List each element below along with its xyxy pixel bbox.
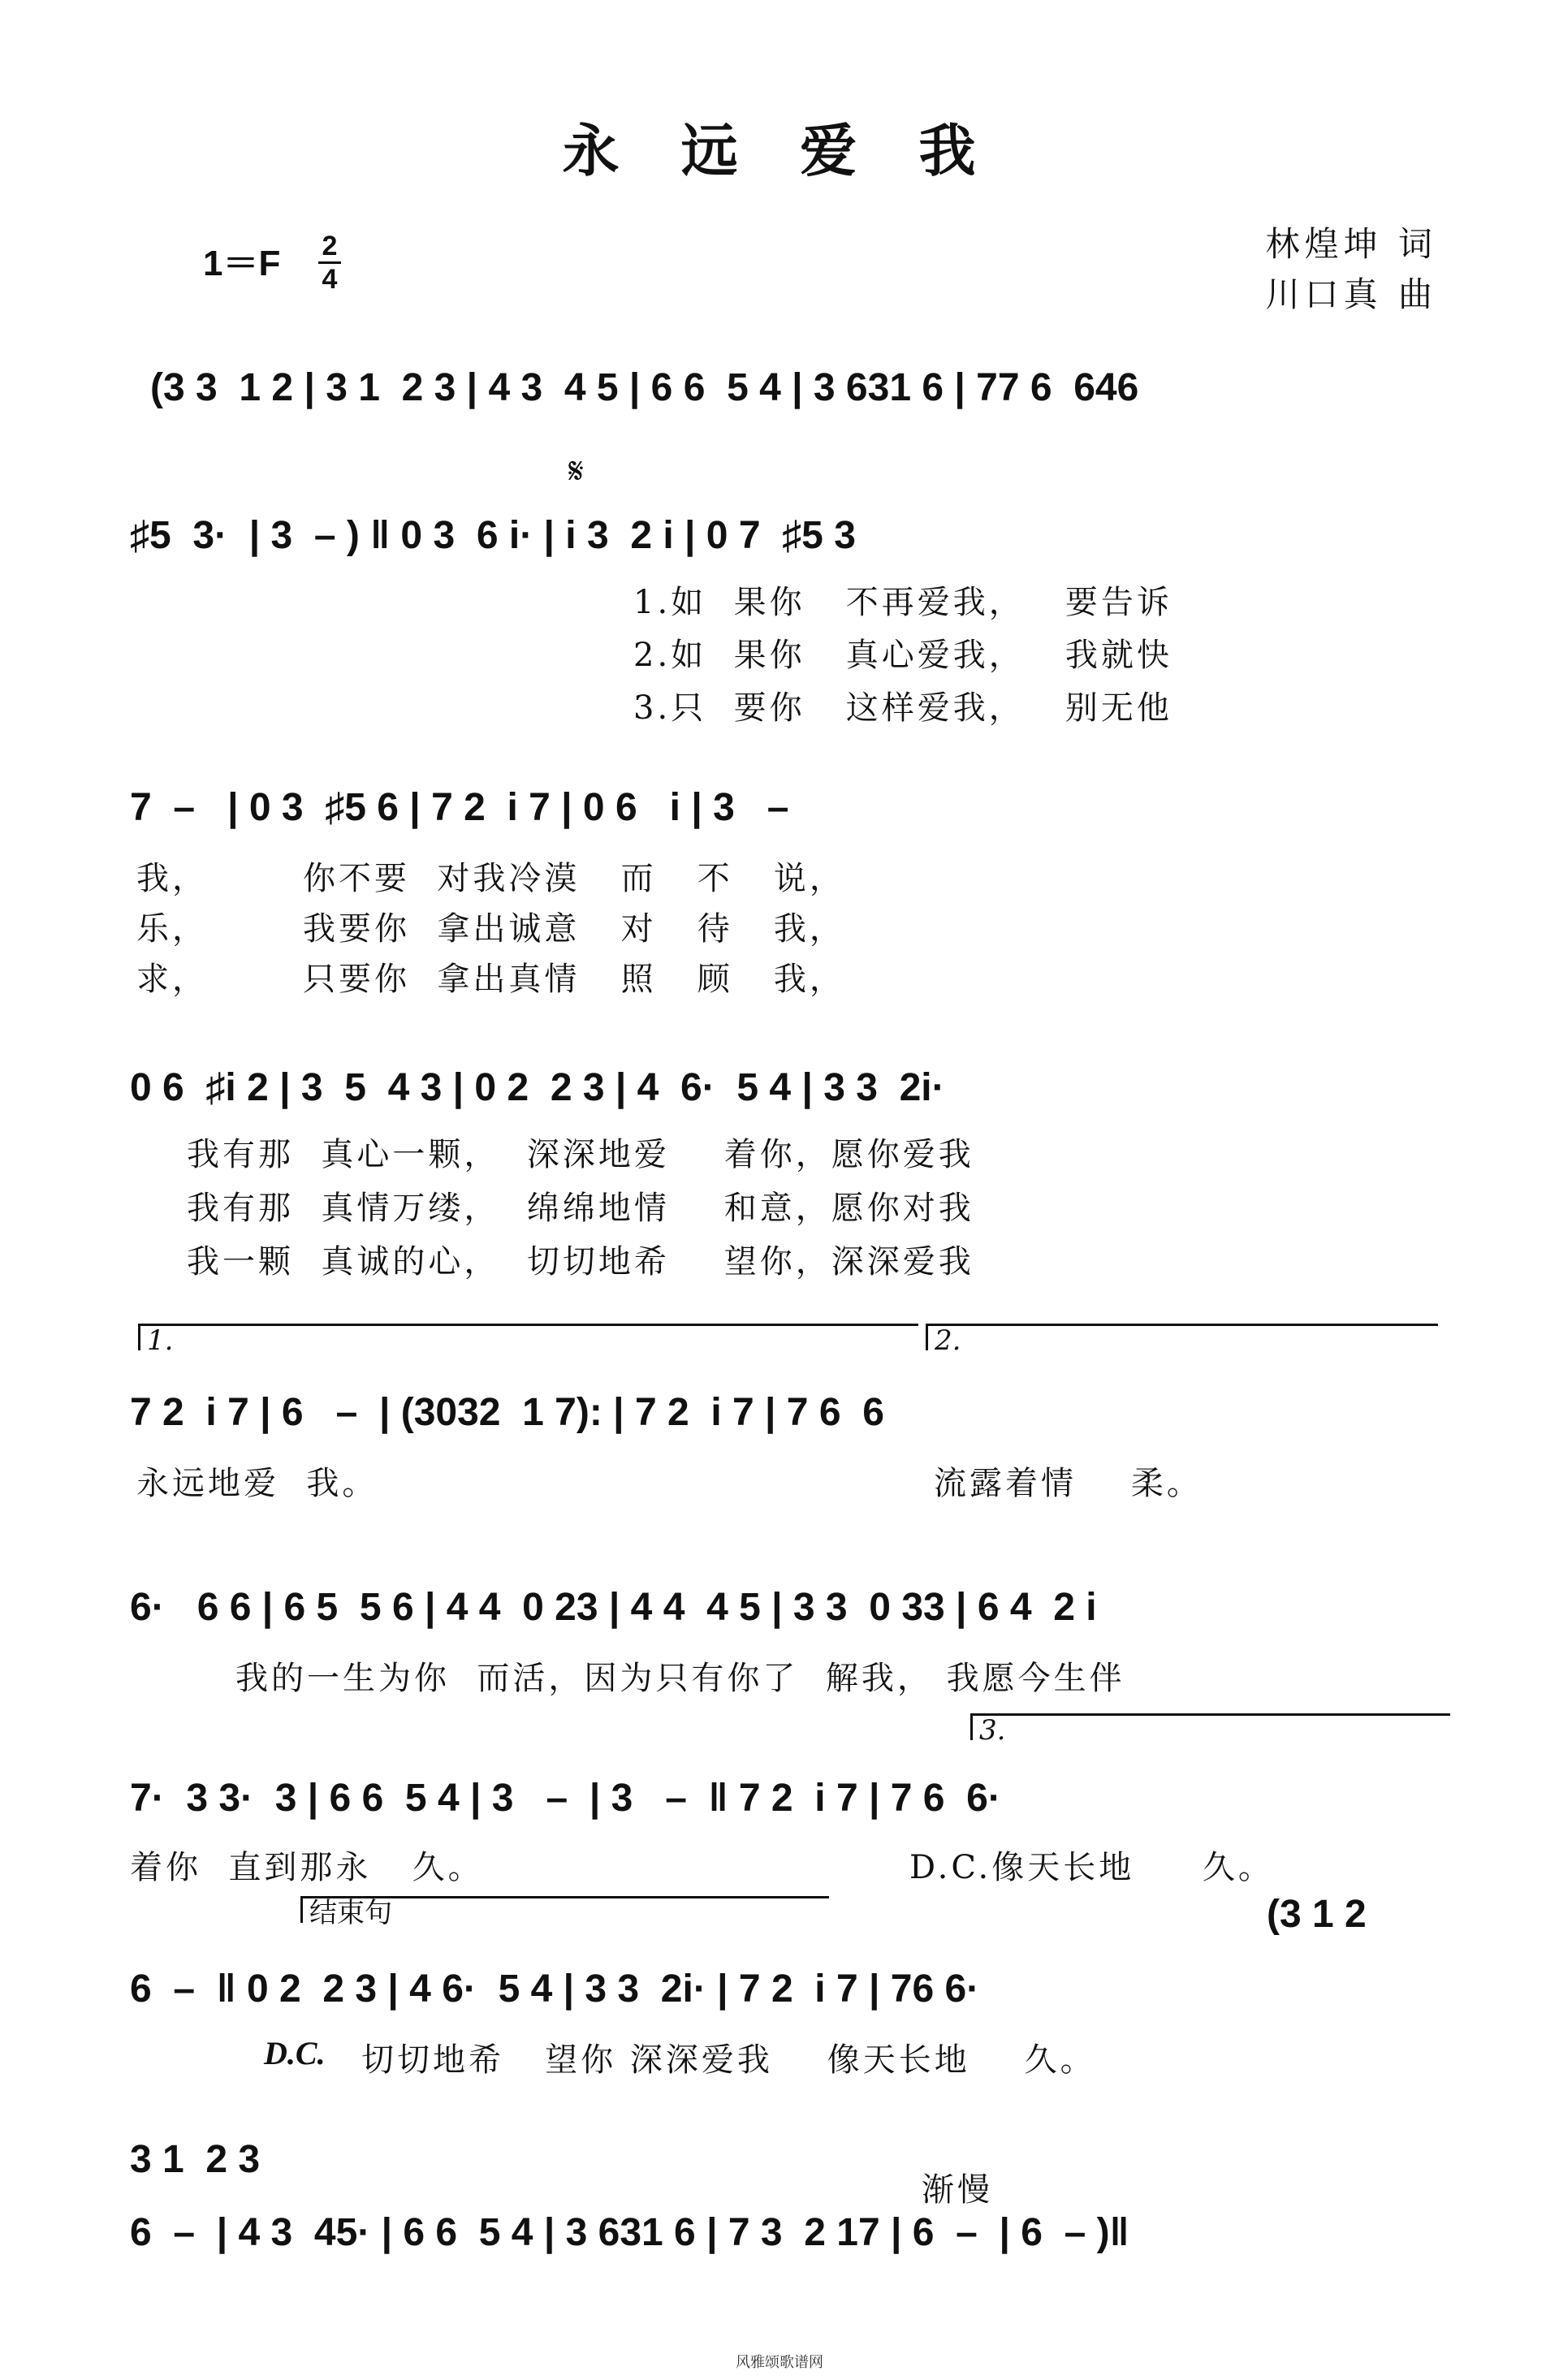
music-line-4: 0 6 ♯i 2 | 3 5 4 3 | 0 2 2 3 | 4 6· 5 4 | 3 3 2i· — [130, 1066, 945, 1109]
page-title: 永 远 爱 我 — [562, 117, 997, 184]
music-line-9-prefix-b: (3 1 2 — [1267, 1893, 1367, 1936]
music-line-7: 7· 3 3· 3 | 6 6 5 4 | 3 – | 3 – ‖ 7 2 i 7 | 7 6 6· — [130, 1777, 1001, 1820]
lyric-line8: 切切地希 望你 深深爱我 像天长地 久。 — [361, 2041, 1096, 2079]
lyric-verse1-line4: 我有那 真心一颗， 深深地爱 着你，愿你爱我 — [187, 1136, 974, 1173]
lyric-line8-dc: D.C. — [264, 2035, 326, 2071]
lyricist-credit: 林煌坤 词 — [1265, 224, 1437, 264]
lyric-verse1-line2: 1.如 果你 不再爱我， 要告诉 — [633, 584, 1172, 621]
footer-watermark: 风雅颂歌谱网 — [736, 2354, 823, 2371]
lyric-line7-first: 着你 直到那永 久。 — [130, 1849, 484, 1886]
music-line-10: 6 – | 4 3 45· | 6 6 5 4 | 3 631 6 | 7 3 2 17 | 6 – | 6 – )‖ — [130, 2211, 1129, 2254]
segno-mark: 𝄋 — [568, 451, 584, 492]
lyric-verse3-line2: 3.只 要你 这样爱我， 别无他 — [633, 689, 1172, 727]
lyric-line7-dc: D.C.像天长地 久。 — [909, 1849, 1274, 1886]
time-bottom: 4 — [322, 264, 338, 295]
lyric-verse3-line3: 求， 只要你 拿出真情 照 顾 我， — [136, 961, 845, 998]
lyric-verse3-line4: 我一颗 真诚的心， 切切地希 望你，深深爱我 — [187, 1243, 974, 1281]
ritardando-mark: 渐慢 — [922, 2171, 993, 2209]
lyric-line5-second-ending: 流露着情 柔。 — [934, 1465, 1203, 1502]
lyric-verse1-line3: 我， 你不要 对我冷漠 而 不 说， — [136, 860, 845, 897]
lyric-verse2-line4: 我有那 真情万缕， 绵绵地情 和意，愿你对我 — [187, 1190, 974, 1227]
music-line-9-prefix-a: 3 1 2 3 — [130, 2138, 261, 2181]
lyric-line5-first-ending: 永远地爱 我。 — [136, 1465, 378, 1502]
lyric-verse2-line2: 2.如 果你 真心爱我， 我就快 — [633, 637, 1172, 674]
time-signature — [318, 231, 341, 294]
volta-1: 1. — [138, 1324, 918, 1350]
music-line-1: (3 3 1 2 | 3 1 2 3 | 4 3 4 5 | 6 6 5 4 | 3 631 6 | 77 6 646 — [150, 366, 1139, 409]
music-line-2: ♯5 3· | 3 – ) ‖ 0 3 6 i· | i 3 2 i | 0 7 ♯5 3 — [130, 514, 856, 557]
volta-3: 3. — [970, 1713, 1450, 1740]
time-top: 2 — [322, 231, 338, 261]
composer-credit: 川口真 曲 — [1265, 274, 1437, 314]
music-line-5: 7 2 i 7 | 6 – | (3032 1 7): | 7 2 i 7 | 7 6 6 — [130, 1391, 884, 1434]
key-signature: 1＝F — [203, 244, 281, 283]
music-line-3: 7 – | 0 3 ♯5 6 | 7 2 i 7 | 0 6 i | 3 – — [130, 786, 789, 829]
volta-2: 2. — [926, 1324, 1438, 1350]
music-line-8: 6 – ‖ 0 2 2 3 | 4 6· 5 4 | 3 3 2i· | 7 2 i 7 | 76 6· — [130, 1967, 980, 2011]
lyric-line6: 我的一生为你 而活，因为只有你了 解我， 我愿今生伴 — [235, 1660, 1125, 1697]
coda-label: 结束句 — [300, 1896, 829, 1923]
lyric-verse2-line3: 乐， 我要你 拿出诚意 对 待 我， — [136, 910, 845, 948]
music-line-6: 6· 6 6 | 6 5 5 6 | 4 4 0 23 | 4 4 4 5 | 3 3 0 33 | 6 4 2 i — [130, 1586, 1097, 1629]
